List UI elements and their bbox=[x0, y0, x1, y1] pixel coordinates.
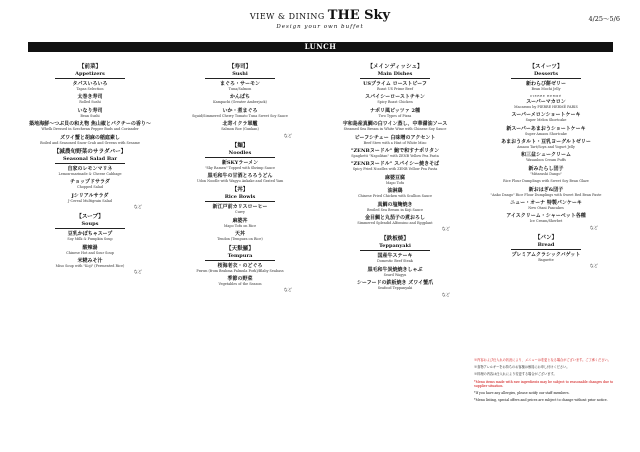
menu-item-jp: 桜海老衣・のどぐろ bbox=[217, 262, 263, 269]
menu-column-2 bbox=[170, 60, 310, 293]
menu-item-en: "Sky Ramen" Topped with Shrimp Sauce bbox=[205, 165, 275, 170]
note-line: *Menu listing, special offers and prices are subject to change without prior notice. bbox=[474, 398, 608, 403]
menu-item bbox=[322, 267, 468, 277]
menu-item bbox=[20, 108, 160, 118]
menu-item bbox=[20, 179, 160, 189]
menu-item-en: J-Cereal Multigrain Salad bbox=[68, 198, 112, 203]
section-title-jp: 【パン】 bbox=[534, 234, 558, 241]
menu-item-en: Domestic Beef Steak bbox=[377, 259, 413, 264]
menu-item bbox=[170, 276, 310, 286]
menu-section bbox=[322, 64, 468, 232]
menu-item-en: Super Melon Shortcake bbox=[525, 118, 567, 123]
menu-item bbox=[20, 231, 160, 241]
menu-section bbox=[476, 64, 616, 231]
etc-label: など bbox=[441, 226, 450, 232]
menu-item-en: Kampachi (Greater Amberjack) bbox=[213, 100, 267, 105]
menu-item-jp: あまおうタルト・豆乳ヨーグルトゼリー bbox=[501, 139, 591, 146]
menu-item-en: Steamed Sea Bream in White Wine with Chinese Soy Sauce bbox=[343, 127, 447, 132]
menu-item bbox=[20, 121, 160, 131]
menu-item-jp: 新わらび餅ゼリー bbox=[525, 81, 566, 87]
menu-item bbox=[170, 121, 310, 131]
menu-item-en: Mapo Tofu bbox=[385, 180, 405, 185]
menu-item-en: Miso Soup with "Koji" (Fermented Rice) bbox=[55, 264, 125, 269]
menu-item bbox=[322, 253, 468, 263]
menu-item bbox=[322, 202, 468, 212]
brand-small: VIEW & DINING bbox=[249, 12, 325, 21]
menu-item-en: Salmon Roe (Gunkan) bbox=[221, 127, 259, 132]
menu-item-en: Simmered Splendid Alfonsino and Eggplant bbox=[357, 221, 433, 226]
brand-logo bbox=[0, 8, 640, 30]
menu-item-en: Broiled Sea Bream in Koji Sauce bbox=[367, 207, 423, 212]
menu-item bbox=[322, 81, 468, 91]
menu-item-en: Bean Sushi bbox=[80, 113, 100, 118]
menu-item bbox=[476, 179, 616, 183]
menu-item-jp: スーパーメロンショートケーキ bbox=[511, 112, 581, 119]
menu-item-jp: 黒毛和牛の甘酒とろろうどん bbox=[207, 173, 273, 180]
menu-item-jp: 酸辣湯 bbox=[82, 244, 98, 251]
menu-item-jp: 金目鯛と丸茄子の煮おろし bbox=[364, 215, 425, 222]
menu-item-en: Chinese Hot and Sour Soup bbox=[66, 250, 114, 255]
menu-item-jp: 和三盆シュークリーム bbox=[521, 152, 571, 159]
menu-section bbox=[170, 143, 310, 184]
menu-item bbox=[476, 166, 616, 176]
menu-item-jp: いなり寿司 bbox=[77, 107, 103, 114]
note-line: ※内容および仕入れの状況により、メニューは変更となる場合がございます。ご了承ください。 bbox=[474, 358, 611, 362]
menu-item bbox=[20, 193, 160, 203]
menu-item bbox=[170, 173, 310, 183]
menu-item-en: Two Types of Pizza bbox=[378, 113, 412, 118]
menu-item-en: Ice Cream/Sherbet bbox=[529, 219, 563, 224]
menu-item-en: "Anko Dango" Rice Flour Dumplings with Sweet Red Bean Paste bbox=[490, 192, 602, 197]
menu-item-jp: かんぱち bbox=[229, 94, 250, 101]
menu-item bbox=[322, 121, 468, 131]
menu-section bbox=[322, 236, 468, 297]
menu-item-en: Spicy Fried Noodles with ZENB Yellow Pea Pasta bbox=[352, 167, 438, 172]
etc-label: など bbox=[589, 263, 598, 269]
menu-section bbox=[476, 235, 616, 269]
menu-item-en: Chopped Salad bbox=[76, 185, 104, 190]
menu-item-jp: まぐろ・サーモン bbox=[219, 81, 260, 87]
menu-item-en: Rolled Sushi bbox=[79, 100, 101, 105]
menu-item-en: Lemon-marinade & Cheese Cabbage bbox=[58, 172, 122, 177]
menu-item bbox=[170, 108, 310, 118]
menu-item-en: Tapas Selection bbox=[76, 87, 104, 91]
menu-item-jp: シーフードの鉄板焼き ズワイ蟹爪 bbox=[356, 280, 434, 287]
section-title-jp: 【スイーツ】 bbox=[529, 64, 563, 70]
menu-item-en: Super Amaou Shortcake bbox=[525, 131, 567, 136]
section-title-jp: 【天麩羅】 bbox=[226, 245, 254, 252]
section-title-jp: 【前菜】 bbox=[78, 64, 102, 70]
section-underline bbox=[55, 163, 125, 164]
etc-label: など bbox=[441, 291, 450, 297]
menu-item-en: Soy Milk & Pumpkin Soup bbox=[67, 237, 113, 242]
section-title-en: Sushi bbox=[232, 71, 248, 77]
section-title-jp: 【鉄板焼】 bbox=[381, 236, 409, 243]
menu-item-en: Whelk Dressed in Szechwan Pepper Buds and Coriander bbox=[41, 127, 139, 132]
menu-item-en: Spicy Roast Chicken bbox=[377, 100, 413, 105]
menu-section bbox=[170, 187, 310, 241]
section-underline bbox=[55, 228, 125, 229]
menu-item bbox=[476, 139, 616, 149]
menu-item-en: Prawn (from Brahma Palmula Pork)/Blaby Seabass bbox=[196, 268, 284, 273]
section-title-en: Noodles bbox=[228, 149, 252, 156]
menu-item-jp: 新みたらし団子 bbox=[528, 165, 564, 172]
section-title-en: Desserts bbox=[533, 71, 559, 77]
menu-item-jp: タパスいろいろ bbox=[72, 81, 108, 87]
menu-item-en: Tuna/Salmon bbox=[228, 87, 252, 91]
menu-item bbox=[20, 245, 160, 255]
section-title-en: Seasonal Salad Bar bbox=[62, 156, 118, 163]
etc-label: など bbox=[589, 224, 598, 230]
menu-dates: 4/25～5/6 bbox=[588, 15, 620, 23]
section-title-en: Teppanyaki bbox=[379, 243, 411, 250]
menu-item bbox=[20, 94, 160, 104]
etc-label: など bbox=[283, 132, 292, 138]
section-underline bbox=[360, 78, 430, 79]
brand-big: THE Sky bbox=[327, 8, 391, 23]
etc-label: など bbox=[283, 287, 292, 293]
menu-item-jp: 麻婆豆腐 bbox=[384, 174, 405, 181]
section-title-en: Soups bbox=[81, 221, 99, 228]
menu-item-jp: ナポリ風ピッツァ 2種 bbox=[370, 107, 420, 114]
menu-item-en: Vegetables of the Season bbox=[218, 282, 262, 287]
menu-item bbox=[20, 135, 160, 145]
section-title-jp: 【メインディッシュ】 bbox=[367, 64, 423, 70]
menu-item-jp: USプライム ローストビーフ bbox=[363, 81, 427, 87]
menu-item-jp: ズワイ蟹と胡麻の稲庭素し bbox=[60, 134, 120, 141]
menu-item-jp: 新SKYラーメン bbox=[221, 159, 259, 166]
note-line: ※食物アレルギーをお持ちのお客様は係員にお申し付けください。 bbox=[474, 365, 570, 370]
menu-item-jp: 油淋鶏 bbox=[387, 188, 403, 195]
menu-item-en: Tendon (Tempura on Rice) bbox=[217, 237, 263, 242]
section-underline bbox=[360, 250, 430, 251]
section-underline bbox=[205, 78, 275, 79]
section-title-en: Appetizers bbox=[75, 71, 105, 77]
menu-item bbox=[476, 213, 616, 223]
brand-tagline: Design your own buffet bbox=[276, 24, 364, 30]
menu-item bbox=[20, 81, 160, 91]
lunch-banner: LUNCH bbox=[28, 42, 613, 52]
menu-item bbox=[170, 81, 310, 91]
section-underline bbox=[511, 249, 581, 250]
menu-item-jp: 新おはぎ&団子 bbox=[528, 186, 564, 193]
menu-item bbox=[170, 160, 310, 170]
menu-item-en: Mapo Tofu on Rice bbox=[223, 223, 257, 228]
menu-column-3 bbox=[322, 60, 468, 298]
note-line: *If you have any allergies, please notify our staff members. bbox=[474, 391, 570, 396]
menu-item bbox=[170, 94, 310, 104]
menu-item bbox=[170, 218, 310, 228]
menu-item-en: Boiled and Seasoned Snow Crab and Greens with Sesame bbox=[40, 140, 140, 145]
menu-item-jp: 黒毛和牛炭焼焼きしゃぶ bbox=[367, 266, 423, 273]
menu-item-jp: 新スーパーあまおうショートケーキ bbox=[506, 125, 586, 132]
section-title-jp: 【丼】 bbox=[231, 187, 249, 194]
pierre-herme-logo: PIERRE HERMÉ bbox=[530, 94, 562, 99]
menu-item-en: "Mitarashi Dango" bbox=[530, 171, 562, 176]
section-underline bbox=[511, 78, 581, 79]
menu-item-jp: ビーフシチュー 白味噌のアクセント bbox=[354, 134, 436, 141]
section-title-en: Bread bbox=[537, 241, 555, 248]
menu-item-jp: 真鯛の塩麹焼き bbox=[377, 201, 413, 208]
menu-item bbox=[20, 166, 160, 176]
menu-item-jp: 季節の野菜 bbox=[227, 276, 253, 283]
menu-item-jp: 麻婆丼 bbox=[232, 217, 248, 224]
menu-item-en: Seard Wagyu bbox=[383, 272, 407, 277]
menu-item bbox=[170, 204, 310, 214]
menu-item bbox=[170, 231, 310, 241]
section-title-en: Tempura bbox=[227, 252, 253, 259]
menu-item-jp: スーパーマカロン bbox=[526, 98, 566, 105]
menu-item-en: Rice Flour Dumplings with Sweet Soy Bean Glaze bbox=[503, 179, 589, 184]
menu-item bbox=[476, 187, 616, 197]
menu-item-jp: 米糀みそ汁 bbox=[77, 258, 103, 265]
menu-item-en: Bean Mochi Jelly bbox=[531, 87, 561, 91]
menu-column-1 bbox=[20, 60, 160, 275]
menu-item-jp: チョップドサラダ bbox=[70, 179, 110, 186]
menu-item-jp: スパイシーローストチキン bbox=[365, 94, 425, 101]
menu-item bbox=[476, 94, 616, 109]
menu-item-en: Curry bbox=[235, 210, 245, 215]
menu-item-jp: アイスクリーム・シャーベット各種 bbox=[506, 213, 586, 220]
menu-item-jp: いか・煮まぐろ bbox=[222, 107, 258, 114]
menu-item-en: Macarons by PIERRE HERMÉ PARIS bbox=[514, 104, 578, 109]
menu-item-jp: "ZENBヌードル" 鮑で和すナポリタン bbox=[350, 148, 440, 155]
menu-item-jp: 豆乳かぼちゃスープ bbox=[67, 231, 113, 238]
menu-item bbox=[322, 280, 468, 290]
etc-label: など bbox=[133, 269, 142, 275]
menu-item bbox=[476, 200, 616, 210]
section-underline bbox=[55, 78, 125, 79]
menu-item bbox=[322, 161, 468, 171]
menu-item bbox=[322, 94, 468, 104]
menu-item-jp: 天丼 bbox=[234, 231, 245, 238]
menu-item-en: New Otani Pancakes bbox=[528, 206, 564, 211]
menu-item-en: Chinese Fried Chicken with Scallion Sauce bbox=[357, 194, 433, 199]
menu-item-jp: 国産牛ステーキ bbox=[377, 253, 413, 260]
menu-section bbox=[170, 64, 310, 139]
menu-item-en: Amaou Tart/Soya and Yogurt Jelly bbox=[517, 145, 575, 150]
section-underline bbox=[205, 201, 275, 202]
menu-item-en: Seafood Teppanyaki bbox=[377, 286, 413, 291]
menu-item bbox=[476, 81, 616, 91]
menu-section bbox=[20, 149, 160, 210]
menu-item-jp: Jシリアルサラダ bbox=[71, 192, 109, 199]
menu-item bbox=[322, 175, 468, 185]
section-title-jp: 【スープ】 bbox=[76, 214, 104, 221]
menu-item bbox=[170, 263, 310, 273]
menu-item-jp: 太巻き寿司 bbox=[77, 94, 103, 101]
section-title-jp: 【寿司】 bbox=[228, 64, 252, 70]
note-line: *Menu items made with raw ingredients may be subject to reasonable changes due to supplier situation. bbox=[474, 379, 614, 388]
notes-block bbox=[474, 358, 624, 405]
menu-item bbox=[322, 108, 468, 118]
menu-section bbox=[20, 214, 160, 275]
section-underline bbox=[205, 260, 275, 261]
section-title-en: Main Dishes bbox=[377, 71, 413, 77]
menu-item bbox=[322, 215, 468, 225]
menu-item-jp: 宇和島産真鯛の白ワイン蒸し、中華醤油ソース bbox=[342, 121, 448, 128]
menu-item-jp: 新江戸前カリスローヒー bbox=[212, 204, 268, 211]
menu-item-jp: 北寄イクラ軍艦 bbox=[222, 121, 258, 128]
menu-section bbox=[170, 246, 310, 294]
menu-item bbox=[476, 152, 616, 162]
section-title-en: Rice Bowls bbox=[224, 194, 256, 201]
menu-item-jp: "ZENBヌードル" スパイシー焼きそば bbox=[350, 161, 440, 168]
section-title-jp: 【減農旬野菜のサラダバー】 bbox=[53, 149, 127, 156]
menu-item-jp: 築地海鮮～つぶ貝の和え物 焦山椒とパクチーの香り～ bbox=[29, 121, 151, 128]
menu-item bbox=[322, 135, 468, 145]
menu-item bbox=[476, 252, 616, 262]
menu-item-en: Wasanbon Cream Puffs bbox=[526, 158, 566, 163]
menu-item bbox=[476, 112, 616, 122]
menu-item-en: Spaghetti "Napolitan" with ZENB Yellow Pea Pasta bbox=[351, 154, 439, 159]
menu-section bbox=[20, 64, 160, 145]
menu-item bbox=[20, 258, 160, 268]
menu-item-jp: 自家のレモンマリネ bbox=[67, 166, 113, 173]
note-line: ※料理の内容は仕入れにより変更する場合がございます。 bbox=[474, 372, 557, 377]
etc-label: など bbox=[133, 204, 142, 210]
menu-item-en: Baguette bbox=[538, 257, 554, 262]
menu-item bbox=[476, 126, 616, 136]
menu-item-en: Roast US Prime Beef bbox=[376, 87, 414, 91]
menu-item-jp: プレミアムクラシックバゲット bbox=[511, 251, 581, 258]
menu-item bbox=[322, 148, 468, 158]
menu-column-4 bbox=[476, 60, 616, 269]
menu-item-en: Squid/Simmered Cherry Tomato Tuna Sweet Soy Sauce bbox=[192, 113, 288, 118]
section-underline bbox=[205, 157, 275, 158]
menu-item-en: Beef Stew with a Hint of White Miso bbox=[363, 140, 427, 145]
menu-item-jp: ニュー・オーナ 特製パンケーキ bbox=[510, 200, 582, 207]
menu-item-en: Udon Noodle with Wagyu Ankake and Grated Yam bbox=[196, 179, 284, 184]
section-title-jp: 【麺】 bbox=[231, 142, 249, 149]
menu-item bbox=[322, 188, 468, 198]
